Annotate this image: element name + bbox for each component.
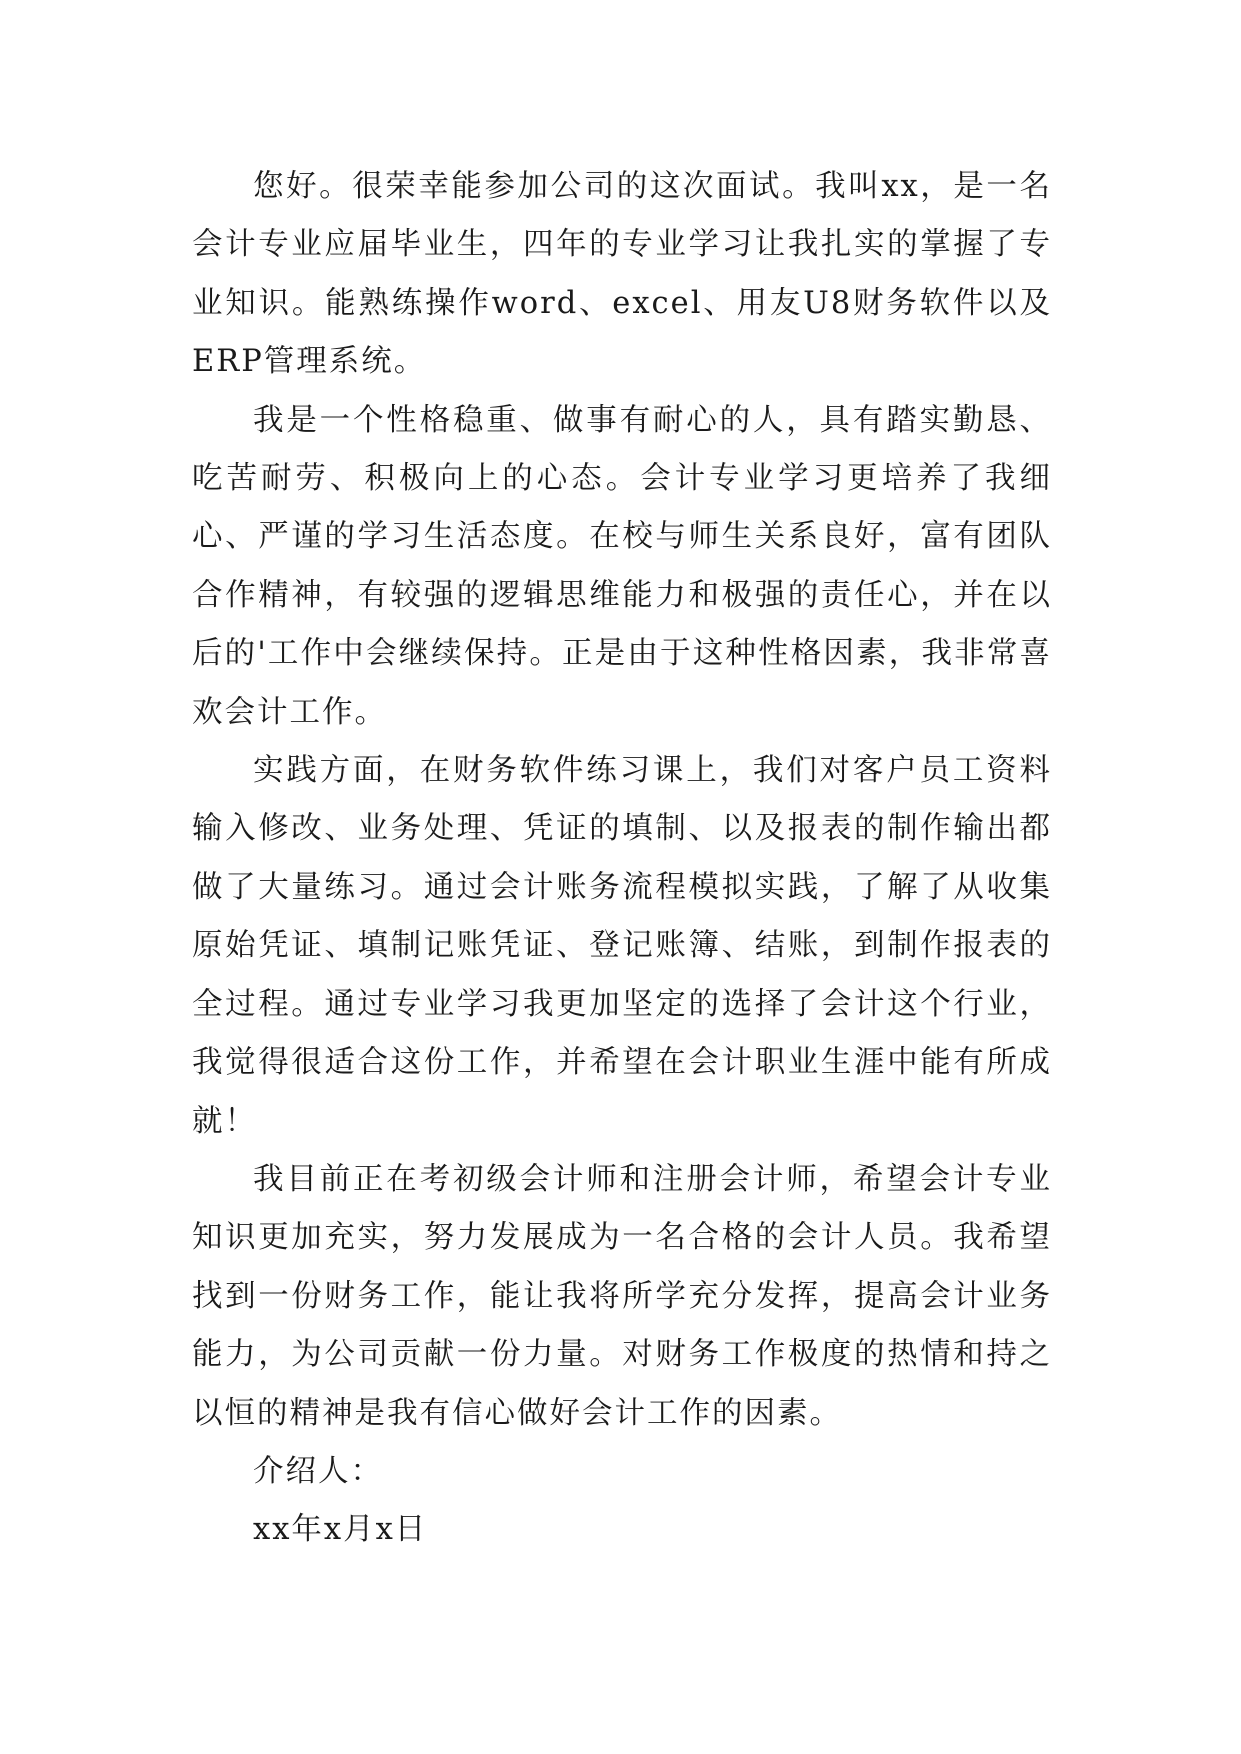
document-date: xx年x月x日 — [253, 1512, 428, 1548]
paragraph-goals: 我目前正在考初级会计师和注册会计师，希望会计专业知识更加充实，努力发展成为一名合格的会计人员。我希望找到一份财务工作，能让我将所学充分发挥，提高会计业务能力，为公司贡献一份力量。对财务工作极度的热情和持之以恒的精神是我有信心做好会计工作的因素。 — [192, 1161, 1052, 1431]
document-body — [192, 158, 1052, 1560]
paragraph-practice: 实践方面，在财务软件练习课上，我们对客户员工资料输入修改、业务处理、凭证的填制、以及报表的制作输出都做了大量练习。通过会计账务流程模拟实践，了解了从收集原始凭证、填制记账凭证、登记账簿、结账，到制作报表的全过程。通过专业学习我更加坚定的选择了会计这个行业，我觉得很适合这份工作，并希望在会计职业生涯中能有所成就！ — [192, 753, 1052, 1139]
paragraph-greeting: 您好。很荣幸能参加公司的这次面试。我叫xx，是一名会计专业应届毕业生，四年的专业学习让我扎实的掌握了专业知识。能熟练操作word、excel、用友U8财务软件以及ERP管理系统。 — [192, 169, 1052, 380]
signature-label: 介绍人： — [253, 1453, 383, 1489]
paragraph-personality: 我是一个性格稳重、做事有耐心的人，具有踏实勤恳、吃苦耐劳、积极向上的心态。会计专业学习更培养了我细心、严谨的学习生活态度。在校与师生关系良好，富有团队合作精神，有较强的逻辑思维能力和极强的责任心，并在以后的'工作中会继续保持。正是由于这种性格因素，我非常喜欢会计工作。 — [192, 402, 1052, 730]
